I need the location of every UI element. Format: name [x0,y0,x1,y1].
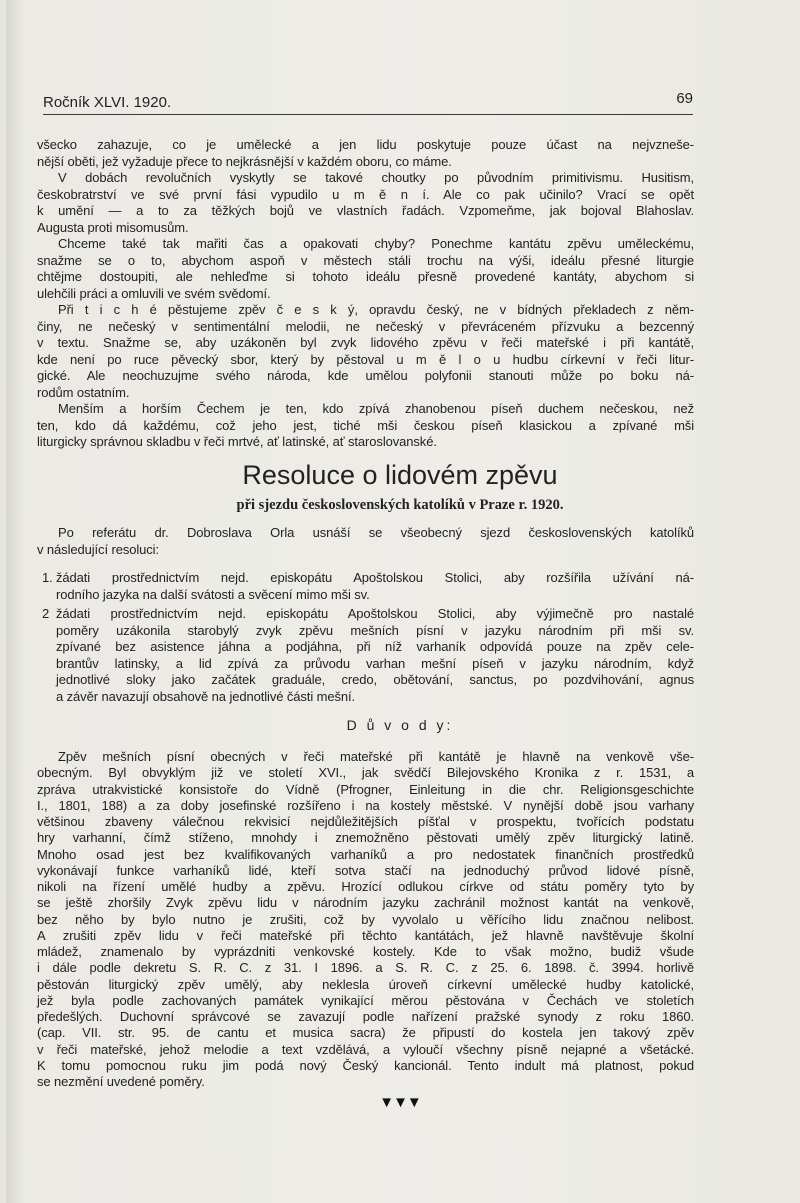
text-line: Při t i c h é pěstujeme zpěv č e s k ý, opravdu český, ne v bídných překladech z něm- [58,302,694,317]
text-line: českobratrství ve své první fási vypudilo u m ě n í. Ale co pak učinilo? Vrací se opět [37,186,694,202]
text-line: kde není po ruce pěvecký sbor, který by pěstoval u m ě l o u hudbu církevní v řeči litur- [37,351,694,367]
text-line: se ještě zhoršily Zvyk zpěvu lidu v národním jazyku zachránil možnost kantát na venkově, [37,895,694,911]
text-line: žádati prostřednictvím nejd. episkopátu Apoštolskou Stolici, aby výjimečně pro nastalé [56,606,694,621]
intro-text [37,137,694,451]
text-line: A zrušiti zpěv lidu v řeči mateřské při těchto kantátách, jež hlavně navštěvuje školní [37,927,694,943]
item-body [56,606,694,705]
resolution-item [42,570,694,603]
text-line: rodům ostatním. [37,384,130,400]
text-line: předešlých. Duchovní správcové se zavazují podle nařízení pražské synody z roku 1860. [37,1009,694,1024]
text-line: činy, ne nečeský v sentimentální melodii, ne nečeský v převráceném přízvuku a bezcenný [37,318,694,334]
text-line: jež byla podle zachovaných památek vynikající měrou pěstována v Čechách ve stoletích [37,992,694,1008]
page-number: 69 [676,90,693,107]
text-line: K tomu pomocnou ruku jim podá nový Český kancionál. Tento indult má platnost, pokud [37,1057,694,1073]
text-line: ten, kdo dá každému, což jeho jest, tiché mši českou píseň klasickou a zpívané mši [37,417,694,433]
text-line: všecko zahazuje, co je umělecké a jen lidu poskytuje pouze účast na nejvzneše- [37,137,694,152]
text-line: nikoli na řízení umělé hudby a zpěvu. Hrozící odlukou církve od státu poměry tyto by [37,879,694,894]
text-line: rodního jazyka na další svátosti a svěcení mimo mši sv. [56,586,370,602]
text-line: chtějme dostoupiti, ale nehleďme si tohoto ideálu přesně provedené kantáty, abychom si [37,269,694,284]
text-line: v následující resoluci: [37,541,159,557]
text-line: Chceme také tak mařiti čas a opakovati chyby? Ponechme kantátu zpěvu uměleckému, [58,236,694,251]
text-line: I., 1801, 188) a za doby josefinské rozšířeno i na kostely městské. V nynější době jsou varhany [37,797,694,813]
text-line: hry varhanní, čímž stíženo, mnohdy i znemožněno pěstovati umělý zpěv liturgický latině. [37,830,694,846]
text-line: se nezmění uvedené poměry. [37,1074,205,1089]
item-number: 1. [42,570,53,585]
article-subtitle: při sjezdu československých katolíků v Praze r. 1920. [236,497,564,513]
text-line: V dobách revolučních vyskytly se takové choutky po původním primitivismu. Husitism, [58,170,694,185]
preamble [37,525,694,558]
text-line: Augusta proti misomusům. [37,219,189,235]
article-title: Resoluce o lidovém zpěvu [242,460,558,490]
text-line: snažme se o to, abychom aspoň v městech stáli trochu na výši, ideálu přesné liturgie [37,252,694,268]
ornament-triangles: ▼▼▼ [379,1094,421,1111]
text-line: Menším a horším Čechem je ten, kdo zpívá zhanobenou píseň duchem nečeskou, než [58,401,694,416]
journal-volume: Ročník XLVI. 1920. [43,94,172,111]
text-line: zpívané bez asistence jáhna a podjáhna, při níž varhaník odpovídá pouze na zpěv cele- [56,639,694,654]
text-line: liturgicky správnou skladbu v řeči mrtvé, ať latinské, ať staroslovanské. [37,434,437,449]
text-line: i dále podle dekretu S. R. C. z 31. I 1896. a S. R. C. z 25. 6. 1898. č. 3994. horlivě [37,960,694,976]
item-body [56,570,694,603]
text-line: Zpěv mešních písní obecných v řeči mateřské při kantátě je hlavně na venkově vše- [58,749,694,764]
text-line: k umění — a to za těžkých bojů ve vlastních řadách. Vzpomeňme, jak bojoval Blahoslav. [37,203,694,218]
text-line: gické. Ale neochuzujme svého národa, kde umělou polyfonii stanouti může po boku ná- [37,368,694,383]
resolution-item [42,606,694,705]
text-line: poměry uzákonila starobylý zvyk zpěvu mešních písní v jazyku národním při mši sv. [56,622,694,638]
text-line: nější oběti, jež vyžaduje přece to nejkrásnější v každém oboru, co máme. [37,153,452,169]
text-line: většinou zbaveny válečnou rekvisicí nejdůležitějších píšťal v prospektu, tvořících podstatu [37,814,694,829]
text-line: bez něho by bylo nutno je zrušiti, což by vyvolalo u věřícího lidu značnou nelibost. [37,911,694,927]
text-line: pěstován liturgický zpěv umělý, aby neklesla úroveň církevní umělecké hudby katolické, [37,976,694,992]
item-number: 2 [42,606,50,621]
text-line: obecným. Byl obvyklým již ve století XVI., jak svědčí Bilejovského Kronika z r. 1531, a [37,765,694,781]
text-line: Po referátu dr. Dobroslava Orla usnáší se všeobecný sjezd československých katolíků [58,525,694,540]
text-line: vykonávají funkce varhaníků lidé, kteří sotva stačí na jednoduchý průvod lidové písně, [37,862,694,878]
text-line: žádati prostřednictvím nejd. episkopátu Apoštolskou Stolici, aby rozšířila užívání ná- [56,570,694,585]
reasons-heading: D ů v o d y: [346,717,454,733]
text-line: brantův latinsky, a lid zpívá za průvodu varhan mešní píseň v jazyku národním, když [56,655,694,671]
text-line: jednotlivé sloky jako začátek graduále, credo, obětování, sanctus, po pozdvihování, agnus [56,672,694,687]
reasons-text [37,749,694,1090]
text-line: zpráva utrakvistické konsistoře do Vídně (Pfrogner, Einleitung in die chr. Religionsgeschichte [37,781,694,797]
text-line: v textu. Snažme se, aby uzákoněn byl zvyk lidového zpěvu v řeči mateřské i při kantátě, [37,335,694,350]
text-line: (cap. VII. str. 95. de cantu et musica sacra) že připustí do kostela jen takový zpěv [37,1025,694,1041]
text-line: a závěr navazují obsahově na jednotlivé části mešní. [56,688,356,704]
text-line: mládež, znamenalo by vyprázdniti venkovské kostely. Kde to však možno, budiž všude [37,944,694,959]
running-header [43,90,693,115]
text-line: v řeči mateřské, jehož melodie a text vzdělává, a vyloučí všechny písně nejapné a všetácké. [37,1041,694,1057]
text-line: Mnoho osad jest bez kvalifikovaných varhaníků a pro nedostatek finančních prostředků [37,846,694,862]
text-line: ulehčili práci a omluvili ve svém svědomí. [37,285,271,301]
